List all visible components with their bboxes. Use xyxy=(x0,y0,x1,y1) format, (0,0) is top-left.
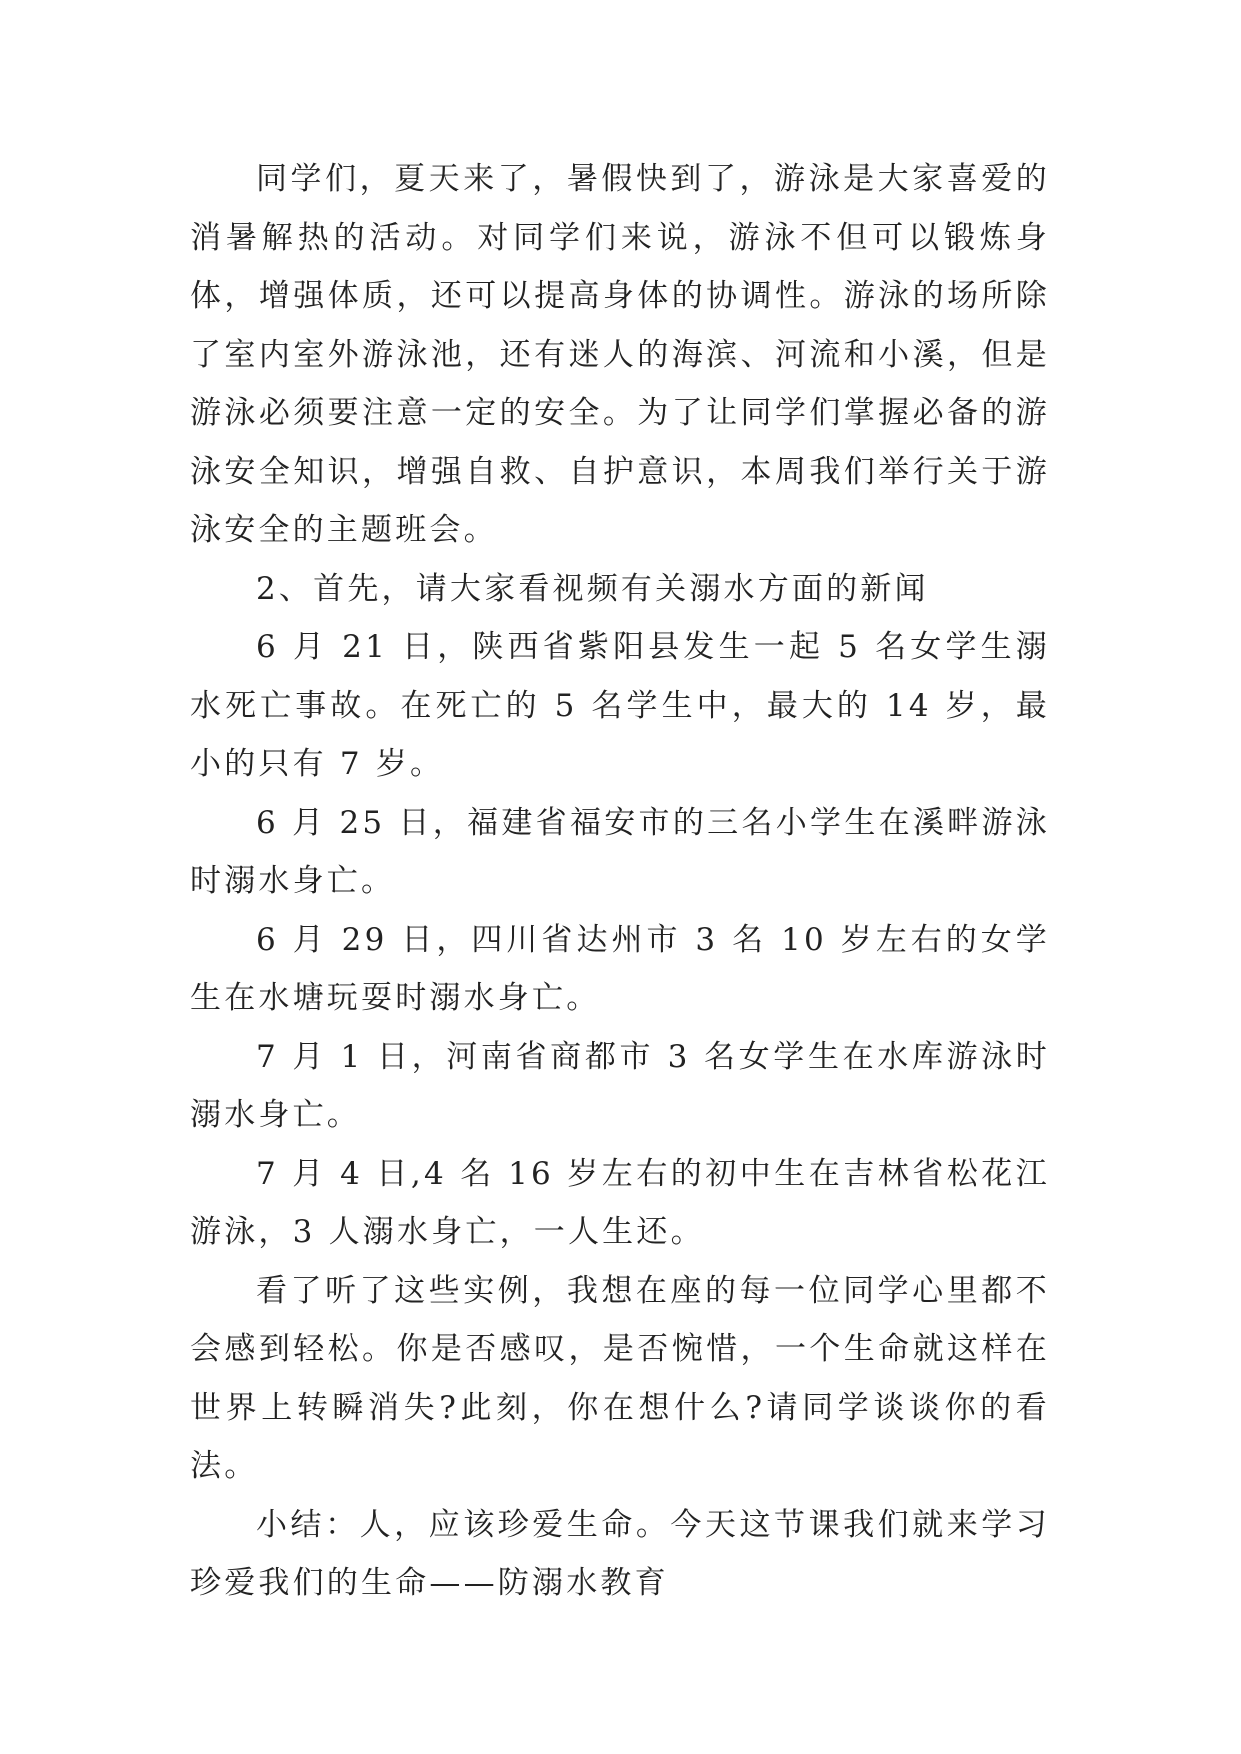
paragraph-news-fuan: 6 月 25 日，福建省福安市的三名小学生在溪畔游泳时溺水身亡。 xyxy=(190,804,1050,899)
document-body xyxy=(190,150,1050,1613)
paragraph-summary: 小结：人，应该珍爱生命。今天这节课我们就来学习珍爱我们的生命——防溺水教育 xyxy=(190,1506,1050,1601)
paragraph-news-dazhou: 6 月 29 日，四川省达州市 3 名 10 岁左右的女学生在水塘玩耍时溺水身亡。 xyxy=(190,921,1050,1016)
paragraph-reflection: 看了听了这些实例，我想在座的每一位同学心里都不会感到轻松。你是否感叹，是否惋惜，一个生命就这样在世界上转瞬消失?此刻，你在想什么?请同学谈谈你的看法。 xyxy=(190,1272,1050,1484)
paragraph-news-heading: 2、首先，请大家看视频有关溺水方面的新闻 xyxy=(256,570,929,607)
paragraph-news-songhua: 7 月 4 日,4 名 16 岁左右的初中生在吉林省松花江游泳，3 人溺水身亡，一人生还。 xyxy=(190,1155,1050,1250)
paragraph-intro: 同学们，夏天来了，暑假快到了，游泳是大家喜爱的消暑解热的活动。对同学们来说，游泳不但可以锻炼身体，增强体质，还可以提高身体的协调性。游泳的场所除了室内室外游泳池，还有迷人的海滨、河流和小溪，但是游泳必须要注意一定的安全。为了让同学们掌握必备的游泳安全知识，增强自救、自护意识，本周我们举行关于游泳安全的主题班会。 xyxy=(190,161,1050,548)
paragraph-news-ziyang: 6 月 21 日，陕西省紫阳县发生一起 5 名女学生溺水死亡事故。在死亡的 5 名学生中，最大的 14 岁，最小的只有 7 岁。 xyxy=(190,629,1050,782)
paragraph-news-shangdu: 7 月 1 日，河南省商都市 3 名女学生在水库游泳时溺水身亡。 xyxy=(190,1038,1050,1133)
